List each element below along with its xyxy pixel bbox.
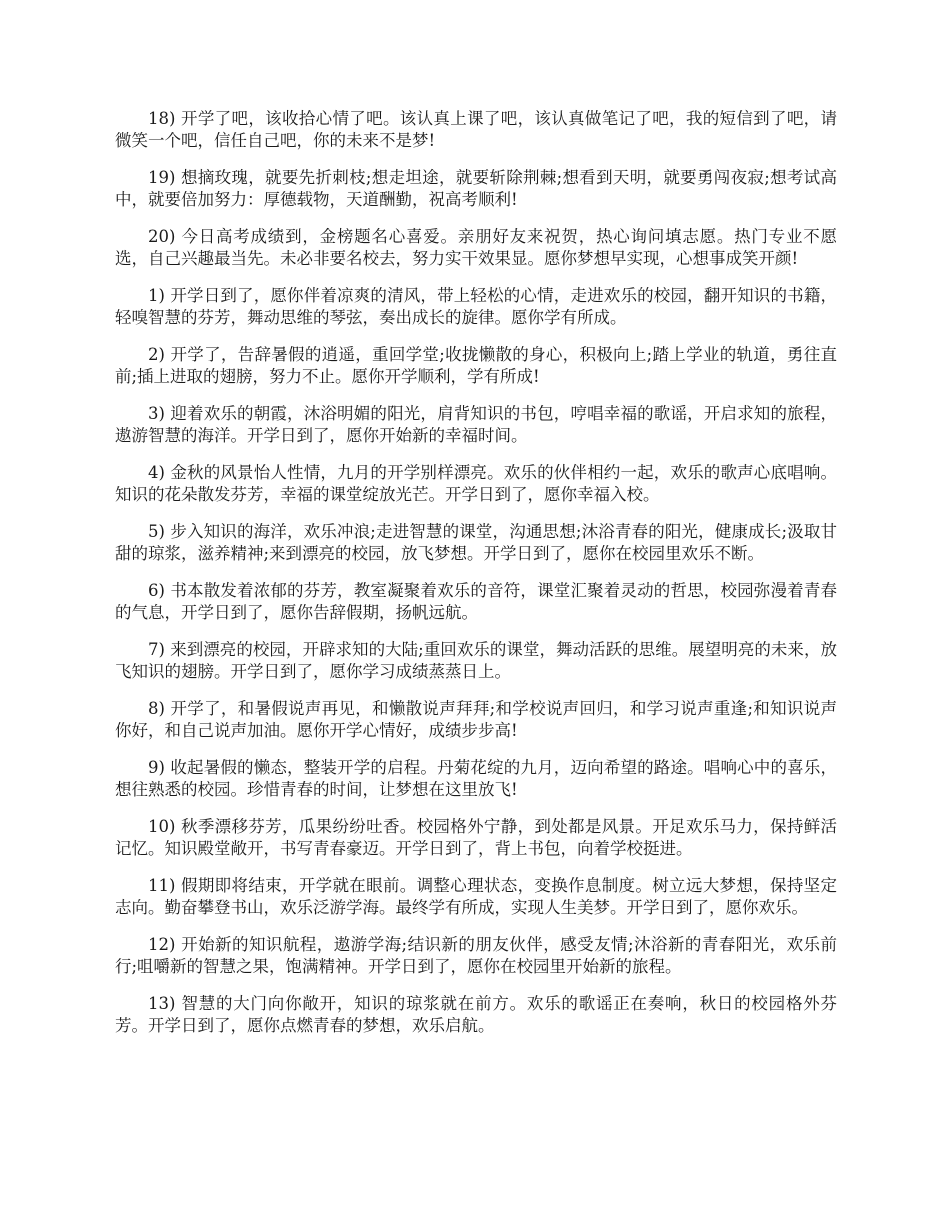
document-body <box>115 108 837 1052</box>
paragraph-7: 7) 来到漂亮的校园，开辟求知的大陆;重回欢乐的课堂，舞动活跃的思维。展望明亮的未来，放飞知识的翅膀。开学日到了，愿你学习成绩蒸蒸日上。 <box>115 640 837 681</box>
paragraph-20: 20) 今日高考成绩到，金榜题名心喜爱。亲朋好友来祝贺，热心询问填志愿。热门专业不愿选，自己兴趣最当先。未必非要名校去，努力实干效果显。愿你梦想早实现，心想事成笑开颜! <box>115 227 837 268</box>
paragraph-1: 1) 开学日到了，愿你伴着凉爽的清风，带上轻松的心情，走进欢乐的校园，翻开知识的书籍，轻嗅智慧的芬芳，舞动思维的琴弦，奏出成长的旋律。愿你学有所成。 <box>115 286 837 327</box>
paragraph-4: 4) 金秋的风景怡人性情，九月的开学别样漂亮。欢乐的伙伴相约一起，欢乐的歌声心底唱响。知识的花朵散发芬芳，幸福的课堂绽放光芒。开学日到了，愿你幸福入校。 <box>115 463 837 504</box>
paragraph-11: 11) 假期即将结束，开学就在眼前。调整心理状态，变换作息制度。树立远大梦想，保持坚定志向。勤奋攀登书山，欢乐泛游学海。最终学有所成，实现人生美梦。开学日到了，愿你欢乐。 <box>115 876 837 917</box>
paragraph-19: 19) 想摘玫瑰，就要先折刺枝;想走坦途，就要斩除荆棘;想看到天明，就要勇闯夜寂;想考试高中，就要倍加努力：厚德载物，天道酬勤，祝高考顺利! <box>115 168 837 209</box>
paragraph-13: 13) 智慧的大门向你敞开，知识的琼浆就在前方。欢乐的歌谣正在奏响，秋日的校园格外芬芳。开学日到了，愿你点燃青春的梦想，欢乐启航。 <box>115 994 837 1035</box>
paragraph-10: 10) 秋季漂移芬芳，瓜果纷纷吐香。校园格外宁静，到处都是风景。开足欢乐马力，保持鲜活记忆。知识殿堂敞开，书写青春豪迈。开学日到了，背上书包，向着学校挺进。 <box>115 817 837 858</box>
paragraph-5: 5) 步入知识的海洋，欢乐冲浪;走进智慧的课堂，沟通思想;沐浴青春的阳光，健康成长;汲取甘甜的琼浆，滋养精神;来到漂亮的校园，放飞梦想。开学日到了，愿你在校园里欢乐不断。 <box>115 522 837 563</box>
paragraph-6: 6) 书本散发着浓郁的芬芳，教室凝聚着欢乐的音符，课堂汇聚着灵动的哲思，校园弥漫着青春的气息，开学日到了，愿你告辞假期，扬帆远航。 <box>115 581 837 622</box>
paragraph-18: 18) 开学了吧，该收拾心情了吧。该认真上课了吧，该认真做笔记了吧，我的短信到了吧，请微笑一个吧，信任自己吧，你的未来不是梦! <box>115 109 837 150</box>
paragraph-3: 3) 迎着欢乐的朝霞，沐浴明媚的阳光，肩背知识的书包，哼唱幸福的歌谣，开启求知的旅程，遨游智慧的海洋。开学日到了，愿你开始新的幸福时间。 <box>115 404 837 445</box>
paragraph-8: 8) 开学了，和暑假说声再见，和懒散说声拜拜;和学校说声回归，和学习说声重逢;和知识说声你好，和自己说声加油。愿你开学心情好，成绩步步高! <box>115 699 837 740</box>
paragraph-12: 12) 开始新的知识航程，遨游学海;结识新的朋友伙伴，感受友情;沐浴新的青春阳光，欢乐前行;咀嚼新的智慧之果，饱满精神。开学日到了，愿你在校园里开始新的旅程。 <box>115 935 837 976</box>
paragraph-2: 2) 开学了，告辞暑假的逍遥，重回学堂;收拢懒散的身心，积极向上;踏上学业的轨道，勇往直前;插上进取的翅膀，努力不止。愿你开学顺利，学有所成! <box>115 345 837 386</box>
paragraph-9: 9) 收起暑假的懒态，整装开学的启程。丹菊花绽的九月，迈向希望的路途。唱响心中的喜乐，想往熟悉的校园。珍惜青春的时间，让梦想在这里放飞! <box>115 758 837 799</box>
